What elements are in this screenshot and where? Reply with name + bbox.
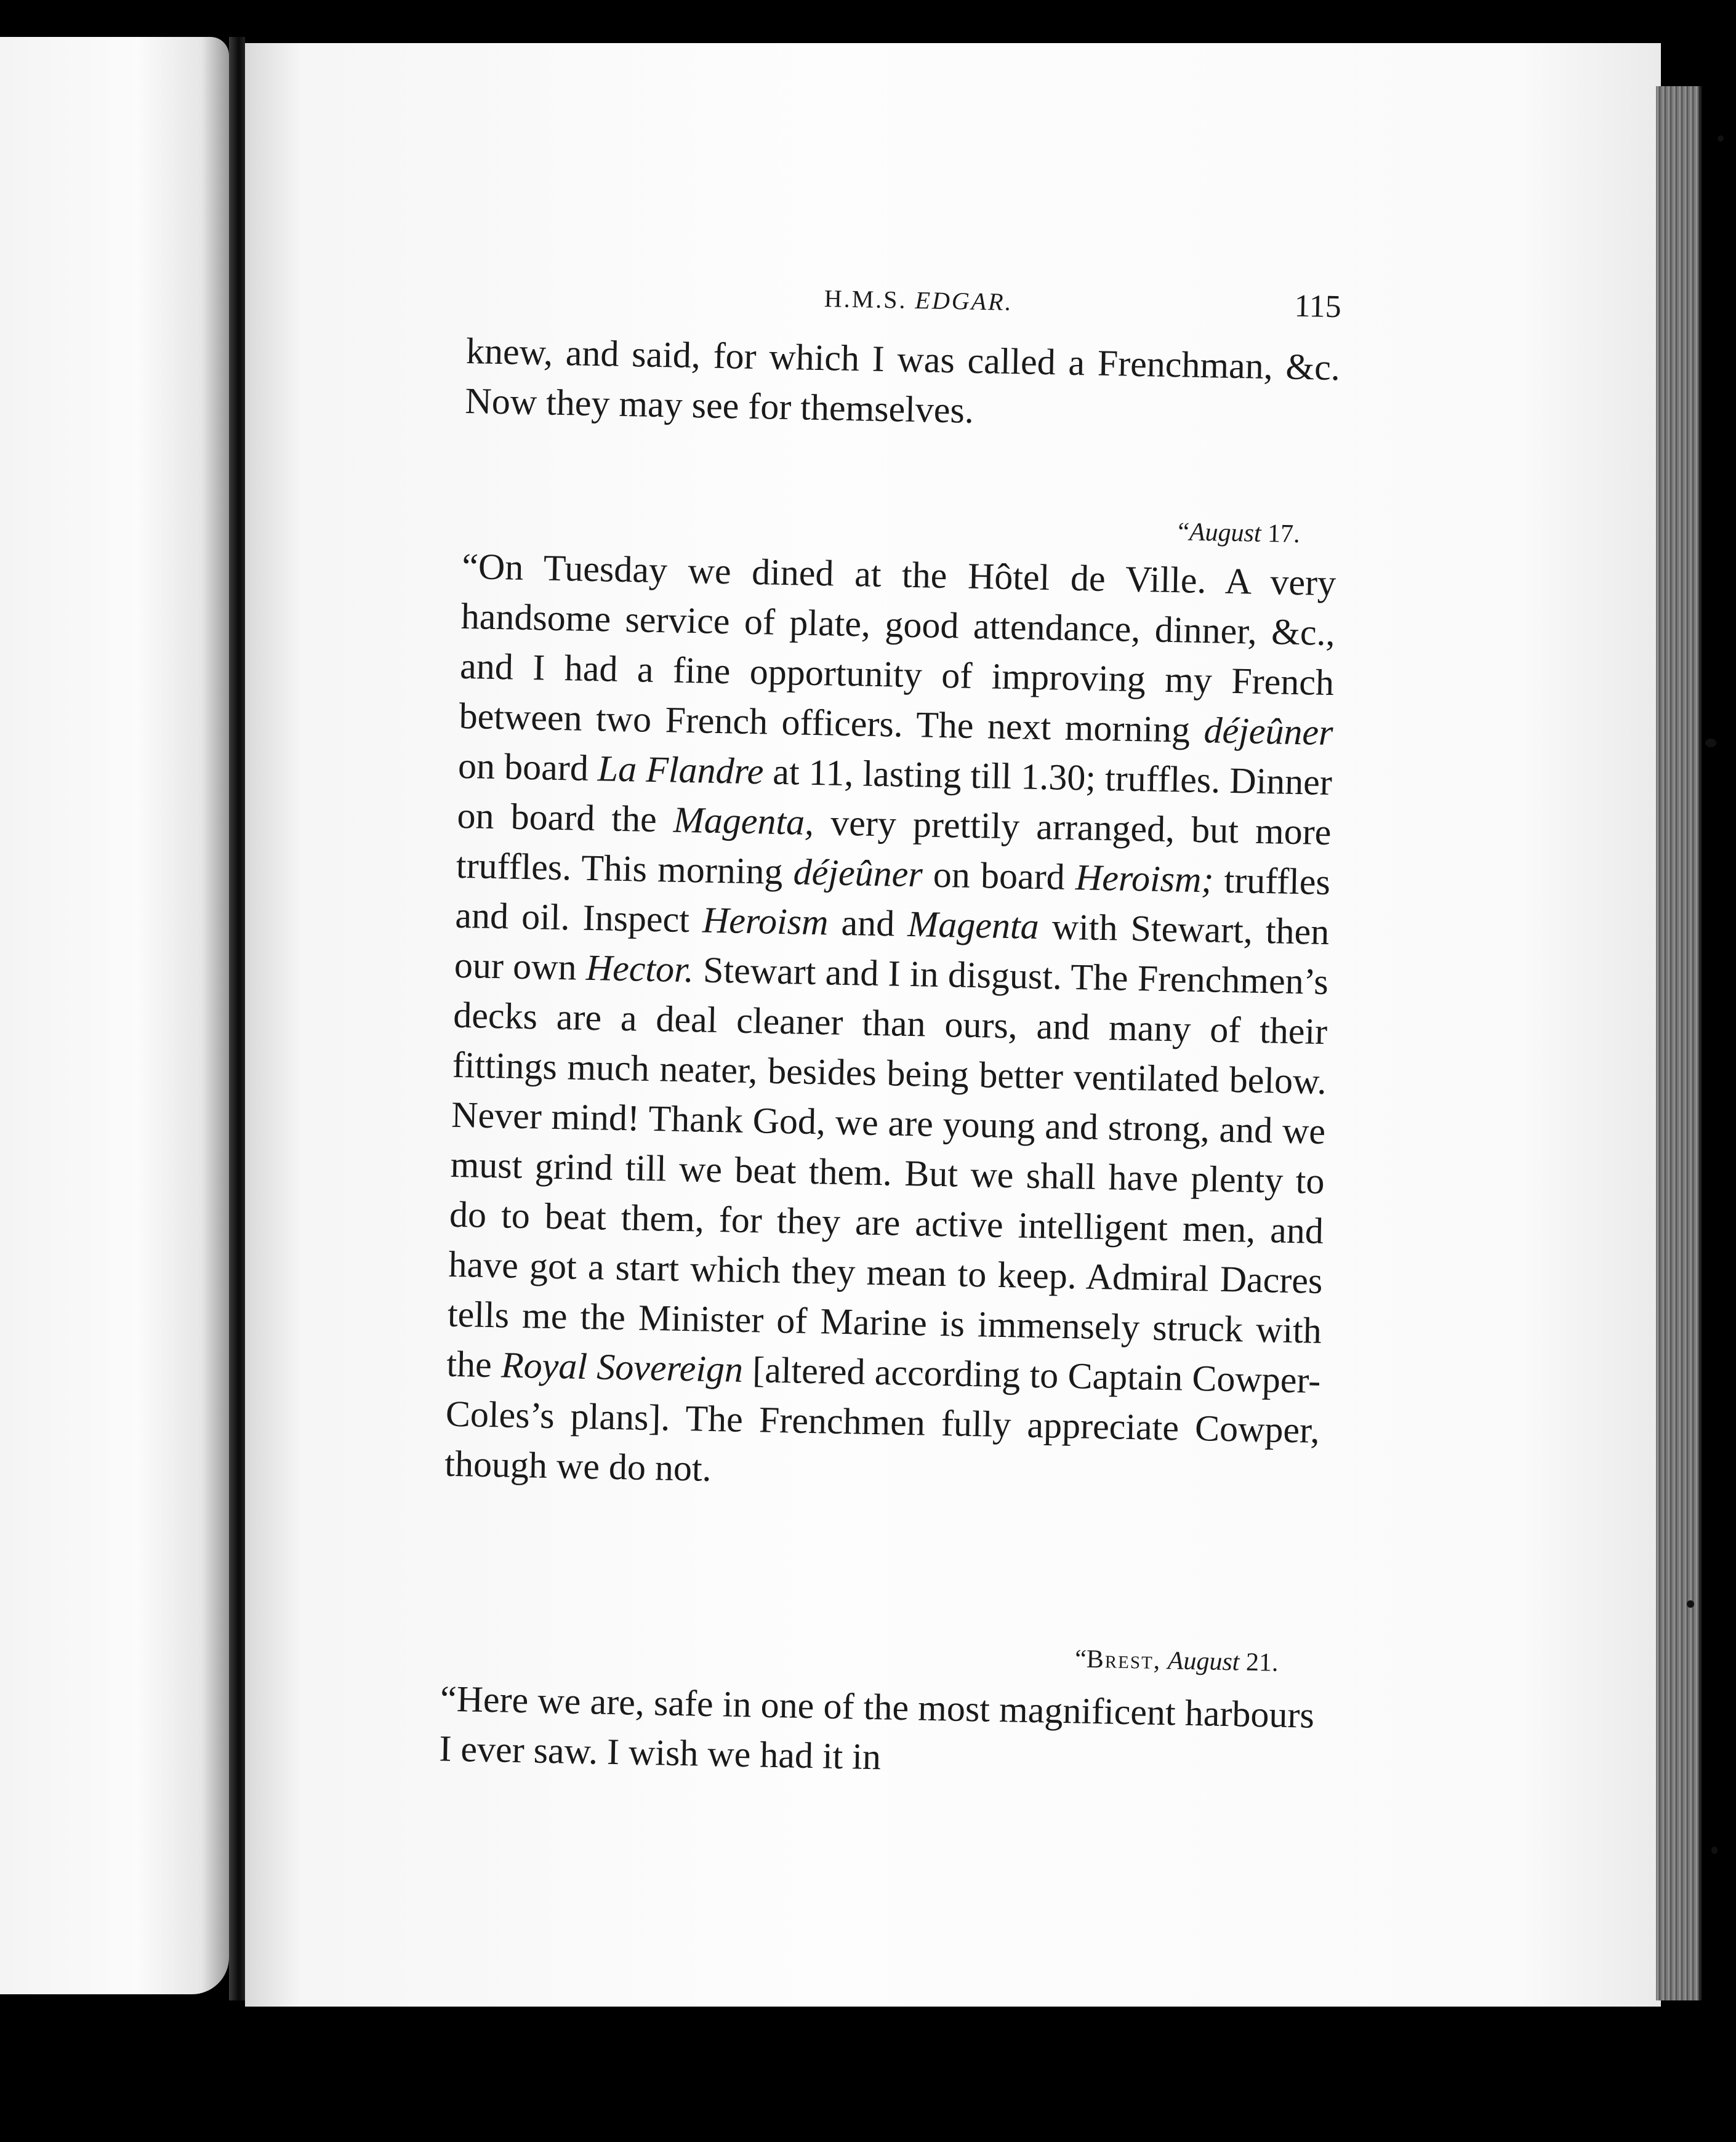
running-head-prefix: H.M.S. [824, 284, 907, 314]
paragraph-letter-brest: “Here we are, safe in one of the most magnificent harbours I ever saw. I wish we had it in [438, 1678, 1315, 1778]
scan-speck [1687, 1600, 1694, 1608]
ship-name: La Flandre [597, 748, 765, 792]
text-run: [altered according to Captain Cowper-Coles’s plans]. The Frenchmen fully appreciate Cowper, though we do not. [444, 1349, 1321, 1489]
dateline-place: Brest, [1086, 1645, 1162, 1675]
ship-name: Magenta, [673, 799, 814, 843]
text-run: truffles and oil. Inspect [454, 859, 1331, 941]
scan-speck [1711, 1847, 1718, 1854]
paragraph-letter-august-17 [444, 542, 1336, 1506]
text-run: at 11, lasting till 1.30; truffles. Dinner on board the [456, 751, 1333, 840]
ship-name: Heroism [702, 899, 829, 943]
running-head [824, 284, 1013, 316]
dateline-quote: “ [1177, 518, 1190, 547]
left-page-edge [0, 37, 229, 1994]
ship-name: Heroism; [1075, 857, 1215, 901]
dateline-day: 21. [1245, 1648, 1279, 1677]
text-run: on board [922, 854, 1076, 898]
italic-text-run: déjeûner [793, 851, 923, 895]
text-run: and [827, 902, 909, 944]
ship-name: Magenta [907, 903, 1040, 947]
dateline-month: August [1189, 518, 1262, 548]
dateline-day: 17. [1267, 519, 1301, 549]
dateline-brest-august-21 [1075, 1644, 1279, 1677]
italic-text-run: déjeûner [1203, 710, 1334, 753]
dateline-month: August [1167, 1647, 1240, 1677]
ship-name: Hector. [585, 947, 694, 990]
text-run: with Stewart, then our own [454, 906, 1330, 988]
scan-speck [1718, 135, 1724, 142]
page-number: 115 [1294, 288, 1342, 325]
dateline-quote: “ [1074, 1645, 1087, 1674]
running-head-title: EDGAR. [915, 286, 1014, 316]
text-run: on board [457, 745, 598, 789]
scan-speck [1705, 739, 1716, 747]
text-run: very prettily arranged, but more truffles. This morning [456, 801, 1332, 892]
paragraph-continued: knew, and said, for which I was called a Frenchman, &c. Now they may see for themselves. [464, 330, 1341, 431]
dateline-august-17 [1178, 517, 1300, 549]
text-run: “On Tuesday we dined at the Hôtel de Ville. A very handsome service of plate, good attendance, dinner, &c., and I had a fine opportunity of improving my French between two French officers. The next morning [459, 545, 1336, 751]
ship-name: Royal Sovereign [500, 1344, 744, 1390]
book-gutter [229, 37, 245, 2000]
text-run: Stewart and I in disgust. The Frenchmen’s decks are a deal cleaner than ours, and many of their fittings much neater, besides being better ventilated below. Never mind! Thank God, we are young and strong, and we must grind till we beat them. But we shall have plenty to do to beat them, for they are active intelligent men, and have got a start which they mean to keep. Admiral Dacres tells me the Minister of Marine is immensely struck with the [446, 949, 1329, 1386]
page-edges [1656, 86, 1702, 2000]
